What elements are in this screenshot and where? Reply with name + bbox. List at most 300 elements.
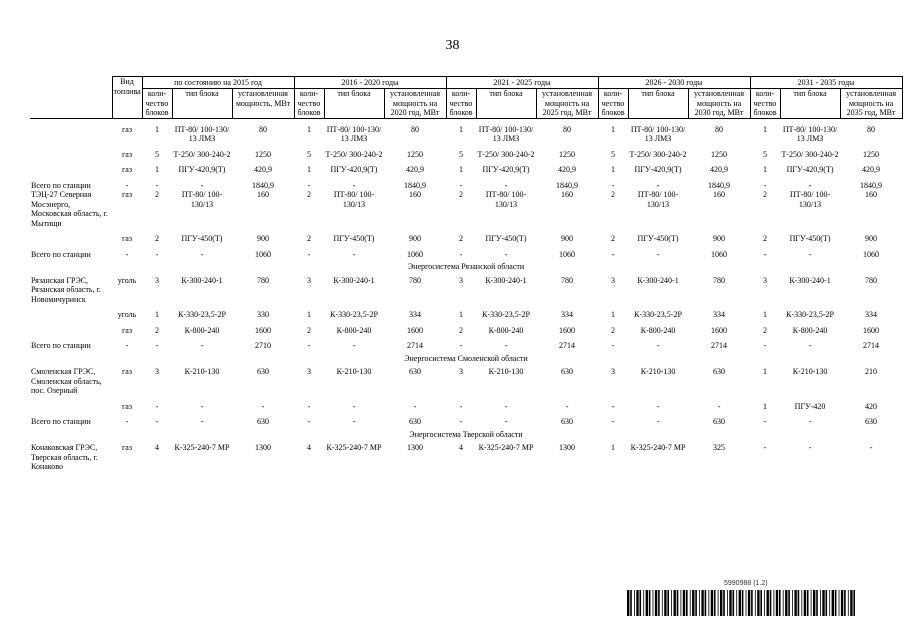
- block-type: -: [200, 417, 204, 426]
- capacity-value: 1840,9: [556, 180, 579, 190]
- block-count: 1: [155, 124, 159, 134]
- capacity-value: 1600: [711, 325, 728, 335]
- capacity-value: 1250: [255, 149, 271, 159]
- capacity-value: -: [717, 401, 721, 411]
- station-name: Смоленская ГРЭС, Смоленская область, пос. Озерный: [31, 367, 102, 395]
- block-type: Т-250/ 300-240-2: [629, 149, 687, 159]
- block-count: 2: [459, 190, 464, 199]
- block-count: 1: [611, 310, 616, 319]
- block-count: 1: [763, 367, 768, 376]
- table-row: [30, 310, 902, 320]
- block-count: 2: [763, 190, 768, 199]
- block-type: К-210-130: [640, 367, 676, 376]
- capacity-header-0: установленная мощность, МВт: [232, 89, 294, 119]
- capacity-value: 1060: [407, 249, 423, 259]
- block-count: -: [763, 341, 767, 350]
- block-type: ПТ-80/ 100-130/13: [789, 190, 831, 209]
- block-count: 3: [611, 367, 616, 376]
- count-header-3: коли-чество блоков: [598, 89, 628, 119]
- region-label: Энергосистема Тверской области: [409, 429, 523, 439]
- block-type: -: [352, 180, 356, 190]
- region-row: [30, 259, 902, 276]
- block-type: -: [808, 249, 812, 259]
- station-name: [30, 326, 112, 336]
- block-type: К-210-130: [488, 367, 524, 376]
- capacity-value: 334: [409, 310, 421, 319]
- block-count: -: [459, 341, 463, 350]
- fuel-type: -: [125, 180, 129, 190]
- station-name: ТЭЦ-27 Северная Мосэнерго, Московская область, г. Мытищи: [31, 190, 108, 228]
- capacity-value: 1060: [255, 249, 271, 259]
- block-count: 2: [307, 325, 311, 335]
- block-count: 3: [307, 367, 311, 376]
- total-row: [30, 250, 902, 260]
- block-count: 3: [155, 367, 159, 376]
- block-type: К-800-240: [792, 325, 828, 335]
- block-count: -: [611, 341, 615, 350]
- block-count: 2: [611, 325, 616, 335]
- block-type: К-325-240-7 МР: [174, 443, 230, 452]
- capacity-value: 1600: [407, 325, 423, 335]
- block-count: -: [307, 417, 311, 426]
- capacity-value: 80: [411, 124, 419, 134]
- capacity-value: 1300: [255, 443, 271, 452]
- station-name: [30, 310, 112, 320]
- block-type: К-325-240-7 МР: [478, 443, 534, 452]
- block-count: 5: [611, 149, 616, 159]
- capacity-value: 160: [713, 190, 726, 199]
- capacity-value: 2710: [255, 341, 271, 350]
- block-type: -: [352, 417, 356, 426]
- capacity-value: 630: [409, 367, 421, 376]
- block-type: ПГУ-420: [794, 401, 826, 411]
- count-header-0: коли-чество блоков: [142, 89, 172, 119]
- block-count: 5: [763, 149, 768, 159]
- count-header-1: коли-чество блоков: [294, 89, 324, 119]
- block-count: -: [459, 180, 463, 190]
- block-count: 3: [459, 275, 464, 285]
- block-count: 3: [307, 275, 311, 285]
- fuel-type: -: [125, 417, 129, 426]
- capacity-value: -: [565, 401, 569, 411]
- block-type: ПГУ-450(Т): [333, 234, 375, 243]
- block-count: 1: [763, 310, 768, 319]
- capacity-value: 630: [713, 417, 726, 426]
- table-row: [30, 150, 902, 160]
- type-header-0: тип блока: [172, 89, 232, 119]
- subheader-row: [30, 89, 902, 119]
- block-count: 1: [611, 443, 616, 452]
- block-count: -: [155, 341, 159, 350]
- block-type: К-330-23,5-2Р: [482, 310, 530, 319]
- block-type: ПТ-80/ 100-130/ 13 ЛМЗ: [630, 124, 686, 143]
- fuel-type: газ: [122, 165, 132, 174]
- block-count: -: [307, 341, 311, 350]
- block-count: 5: [459, 149, 464, 159]
- barcode-label: 5990988 (1.2): [724, 580, 768, 587]
- capacity-value: 160: [561, 190, 574, 199]
- block-count: 1: [307, 310, 311, 319]
- table-row: [30, 443, 902, 472]
- generation-capacity-table: [30, 76, 903, 478]
- block-count: -: [155, 417, 159, 426]
- station-name: [30, 234, 112, 244]
- capacity-value: 1250: [407, 149, 423, 159]
- station-name: Всего по станции: [31, 417, 91, 426]
- block-type: Т-250/ 300-240-2: [173, 149, 231, 159]
- capacity-value: 420,9: [254, 165, 272, 174]
- capacity-value: 1840,9: [860, 180, 883, 190]
- capacity-value: 420: [865, 401, 878, 411]
- station-name: Всего по станции: [31, 341, 91, 350]
- block-type: К-300-240-1: [181, 275, 223, 285]
- block-type: -: [656, 401, 660, 411]
- block-type: -: [200, 341, 204, 350]
- capacity-value: 1060: [863, 249, 880, 259]
- capacity-value: 780: [713, 275, 726, 285]
- capacity-value: 900: [409, 234, 421, 243]
- capacity-value: 160: [409, 190, 421, 199]
- station-name: Всего по станции: [31, 180, 91, 190]
- capacity-value: 80: [867, 124, 876, 134]
- type-header-1: тип блока: [324, 89, 384, 119]
- block-type: -: [656, 180, 660, 190]
- capacity-value: 630: [409, 417, 421, 426]
- block-type: ПТ-80/ 100-130/13: [485, 190, 527, 209]
- block-count: -: [611, 417, 615, 426]
- block-type: ПТ-80/ 100-130/13: [181, 190, 223, 209]
- block-type: К-800-240: [488, 325, 524, 335]
- block-count: 1: [307, 165, 311, 174]
- station-name: Конаковская ГРЭС, Тверская область, г. Конаково: [31, 443, 98, 471]
- block-type: Т-250/ 300-240-2: [781, 149, 839, 159]
- block-type: -: [352, 401, 356, 411]
- capacity-value: 420,9: [862, 165, 881, 174]
- capacity-value: 1250: [559, 149, 576, 159]
- capacity-value: 630: [257, 417, 269, 426]
- capacity-value: 1600: [559, 325, 576, 335]
- block-count: 4: [307, 443, 311, 452]
- capacity-value: 420,9: [710, 165, 729, 174]
- fuel-header: Вид топлива: [112, 77, 142, 119]
- block-count: -: [307, 249, 311, 259]
- block-count: -: [155, 401, 159, 411]
- capacity-value: 420,9: [406, 165, 424, 174]
- block-type: ПТ-80/ 100-130/ 13 ЛМЗ: [782, 124, 838, 143]
- block-count: -: [155, 180, 159, 190]
- fuel-type: газ: [122, 443, 132, 452]
- block-type: ПГУ-450(Т): [637, 234, 679, 243]
- capacity-value: 334: [561, 310, 574, 319]
- block-count: 3: [459, 367, 464, 376]
- block-type: Т-250/ 300-240-2: [325, 149, 383, 159]
- block-type: -: [504, 417, 508, 426]
- capacity-value: 334: [865, 310, 878, 319]
- block-count: 3: [763, 275, 768, 285]
- barcode: [627, 590, 857, 616]
- block-type: -: [808, 443, 812, 452]
- block-count: 2: [459, 325, 464, 335]
- type-header-4: тип блока: [780, 89, 840, 119]
- block-count: -: [459, 401, 463, 411]
- table-row: [30, 190, 902, 228]
- block-count: -: [611, 249, 615, 259]
- block-count: -: [459, 249, 463, 259]
- fuel-type: уголь: [117, 275, 137, 285]
- block-count: -: [155, 249, 159, 259]
- block-count: -: [307, 401, 311, 411]
- station-name: [30, 125, 112, 144]
- capacity-value: 1840,9: [404, 180, 426, 190]
- block-type: ПГУ-450(Т): [789, 234, 831, 243]
- block-count: 1: [611, 124, 616, 134]
- capacity-value: 1300: [407, 443, 423, 452]
- block-type: -: [200, 249, 204, 259]
- block-count: 1: [459, 124, 464, 134]
- capacity-value: 630: [865, 417, 878, 426]
- fuel-type: газ: [122, 149, 132, 159]
- block-type: -: [200, 180, 204, 190]
- block-type: -: [504, 180, 508, 190]
- station-name: Рязанская ГРЭС, Рязанская область, г. Новомичуринск: [31, 275, 101, 304]
- block-count: 1: [763, 401, 768, 411]
- block-type: К-210-130: [184, 367, 220, 376]
- block-count: 2: [155, 190, 159, 199]
- block-count: 1: [459, 310, 464, 319]
- block-count: 4: [459, 443, 464, 452]
- capacity-value: 1250: [711, 149, 728, 159]
- capacity-value: 80: [563, 124, 572, 134]
- block-count: 2: [763, 325, 768, 335]
- capacity-value: 160: [257, 190, 269, 199]
- block-count: 1: [763, 124, 768, 134]
- station-name: [30, 165, 112, 175]
- block-type: К-210-130: [336, 367, 372, 376]
- table-row: [30, 402, 902, 412]
- block-count: -: [611, 180, 615, 190]
- block-count: 2: [611, 234, 616, 243]
- block-type: -: [504, 249, 508, 259]
- block-type: ПТ-80/ 100-130/ 13 ЛМЗ: [174, 124, 230, 143]
- block-type: ПГУ-420,9(Т): [482, 165, 530, 174]
- type-header-3: тип блока: [628, 89, 688, 119]
- block-count: -: [611, 401, 615, 411]
- total-row: [30, 341, 902, 351]
- block-count: 3: [611, 275, 616, 285]
- capacity-header-2: установленная мощность на 2025 год, МВт: [536, 89, 598, 119]
- block-type: К-300-240-1: [333, 275, 375, 285]
- block-type: -: [656, 249, 660, 259]
- capacity-value: 80: [259, 124, 267, 134]
- capacity-value: -: [413, 401, 417, 411]
- capacity-value: 1060: [559, 249, 576, 259]
- capacity-value: 780: [865, 275, 878, 285]
- block-type: ПГУ-420,9(Т): [634, 165, 682, 174]
- block-type: К-325-240-7 МР: [630, 443, 686, 452]
- capacity-value: 2714: [559, 341, 576, 350]
- capacity-value: 2714: [711, 341, 728, 350]
- block-count: -: [763, 249, 767, 259]
- period-header-2016-2020: 2016 - 2020 годы: [294, 77, 446, 89]
- table-row: [30, 125, 902, 144]
- station-name: [30, 150, 112, 160]
- capacity-value: 1600: [863, 325, 880, 335]
- block-type: К-330-23,5-2Р: [634, 310, 682, 319]
- block-type: -: [808, 180, 812, 190]
- table-body: [30, 118, 902, 478]
- block-count: -: [307, 180, 311, 190]
- total-row: [30, 417, 902, 427]
- block-type: ПТ-80/ 100-130/13: [637, 190, 679, 209]
- region-label: Энергосистема Рязанской области: [407, 262, 525, 271]
- block-type: -: [352, 341, 356, 350]
- capacity-value: 210: [865, 367, 878, 376]
- table-row: [30, 234, 902, 244]
- block-count: -: [763, 443, 767, 452]
- table-row: [30, 326, 902, 336]
- capacity-value: 630: [257, 367, 269, 376]
- capacity-value: 80: [715, 124, 724, 134]
- block-count: 3: [155, 275, 159, 285]
- capacity-value: 160: [865, 190, 878, 199]
- block-count: 2: [763, 234, 768, 243]
- capacity-value: 780: [561, 275, 574, 285]
- capacity-value: 1300: [559, 443, 576, 452]
- block-count: -: [763, 180, 767, 190]
- capacity-header-3: установленная мощность на 2030 год, МВт: [688, 89, 750, 119]
- fuel-type: -: [125, 249, 129, 259]
- table-row: [30, 165, 902, 175]
- block-type: К-800-240: [184, 325, 220, 335]
- station-header-blank: [30, 77, 112, 119]
- capacity-value: 2714: [863, 341, 880, 350]
- block-type: К-325-240-7 МР: [326, 443, 382, 452]
- block-type: Т-250/ 300-240-2: [477, 149, 535, 159]
- block-type: -: [200, 401, 204, 411]
- block-type: ПТ-80/ 100-130/ 13 ЛМЗ: [478, 124, 534, 143]
- block-type: К-300-240-1: [637, 275, 679, 285]
- fuel-type: газ: [122, 367, 132, 376]
- period-header-2015: по состоянию на 2015 год: [142, 77, 294, 89]
- block-type: К-210-130: [792, 367, 828, 376]
- capacity-value: 900: [713, 234, 726, 243]
- period-header-2026-2030: 2026 - 2030 годы: [598, 77, 750, 89]
- block-type: ПТ-80/ 100-130/ 13 ЛМЗ: [326, 124, 382, 143]
- table-row: [30, 276, 902, 305]
- block-type: ПГУ-420,9(Т): [178, 165, 226, 174]
- capacity-value: 1600: [255, 325, 271, 335]
- block-type: ПГУ-420,9(Т): [786, 165, 834, 174]
- block-count: 2: [307, 190, 311, 199]
- capacity-value: -: [869, 443, 873, 452]
- region-row: [30, 427, 902, 444]
- block-count: 2: [459, 234, 464, 243]
- region-label: Энергосистема Смоленской области: [404, 353, 528, 363]
- block-type: -: [504, 341, 508, 350]
- type-header-2: тип блока: [476, 89, 536, 119]
- block-type: -: [808, 341, 812, 350]
- total-row: [30, 181, 902, 191]
- fuel-type: газ: [122, 401, 132, 411]
- capacity-value: 1840,9: [708, 180, 731, 190]
- table-row: [30, 367, 902, 396]
- block-count: 2: [307, 234, 311, 243]
- fuel-type: газ: [122, 190, 132, 199]
- capacity-value: 900: [561, 234, 574, 243]
- fuel-type: газ: [122, 325, 132, 335]
- capacity-value: 780: [409, 275, 421, 285]
- block-count: 5: [155, 149, 159, 159]
- table-header: [30, 77, 902, 119]
- fuel-type: газ: [122, 124, 132, 134]
- fuel-type: газ: [122, 234, 132, 243]
- capacity-value: 330: [257, 310, 269, 319]
- station-name: Всего по станции: [31, 249, 91, 259]
- count-header-2: коли-чество блоков: [446, 89, 476, 119]
- capacity-value: 1840,9: [252, 180, 274, 190]
- block-type: ПТ-80/ 100-130/13: [333, 190, 375, 209]
- block-count: 2: [611, 190, 616, 199]
- block-type: -: [352, 249, 356, 259]
- block-type: ПГУ-450(Т): [485, 234, 527, 243]
- capacity-value: 780: [257, 275, 269, 285]
- block-count: 4: [155, 443, 159, 452]
- capacity-value: 900: [865, 234, 878, 243]
- region-row: [30, 351, 902, 368]
- block-type: К-330-23,5-2Р: [178, 310, 226, 319]
- block-count: 1: [611, 165, 616, 174]
- capacity-header-4: установленная мощность на 2035 год, МВт: [840, 89, 902, 119]
- capacity-value: 2714: [407, 341, 423, 350]
- block-type: К-800-240: [640, 325, 676, 335]
- fuel-type: уголь: [117, 310, 137, 319]
- block-count: 1: [155, 165, 159, 174]
- capacity-value: 900: [257, 234, 269, 243]
- block-type: -: [808, 417, 812, 426]
- capacity-value: 1060: [711, 249, 728, 259]
- capacity-value: -: [261, 401, 265, 411]
- period-header-2031-2035: 2031 - 2035 годы: [750, 77, 902, 89]
- block-type: ПГУ-420,9(Т): [330, 165, 378, 174]
- capacity-value: 1250: [863, 149, 880, 159]
- block-count: 1: [155, 310, 159, 319]
- capacity-value: 630: [713, 367, 726, 376]
- block-count: 1: [459, 165, 464, 174]
- block-type: К-300-240-1: [789, 275, 831, 285]
- block-count: 5: [307, 149, 311, 159]
- capacity-value: 334: [713, 310, 726, 319]
- fuel-type: -: [125, 341, 129, 350]
- block-type: -: [656, 417, 660, 426]
- capacity-value: 630: [561, 417, 574, 426]
- capacity-value: 325: [713, 443, 726, 452]
- block-count: 1: [763, 165, 768, 174]
- block-type: ПГУ-450(Т): [181, 234, 223, 243]
- capacity-value: 420,9: [558, 165, 577, 174]
- block-type: К-330-23,5-2Р: [330, 310, 378, 319]
- count-header-4: коли-чество блоков: [750, 89, 780, 119]
- block-type: К-800-240: [336, 325, 372, 335]
- block-count: 2: [155, 234, 159, 243]
- block-type: К-300-240-1: [485, 275, 527, 285]
- block-count: 2: [155, 325, 159, 335]
- period-header-2021-2025: 2021 - 2025 годы: [446, 77, 598, 89]
- capacity-value: 630: [561, 367, 574, 376]
- station-name: [30, 402, 112, 412]
- block-type: -: [656, 341, 660, 350]
- capacity-header-1: установленная мощность на 2020 год, МВт: [384, 89, 446, 119]
- block-count: -: [459, 417, 463, 426]
